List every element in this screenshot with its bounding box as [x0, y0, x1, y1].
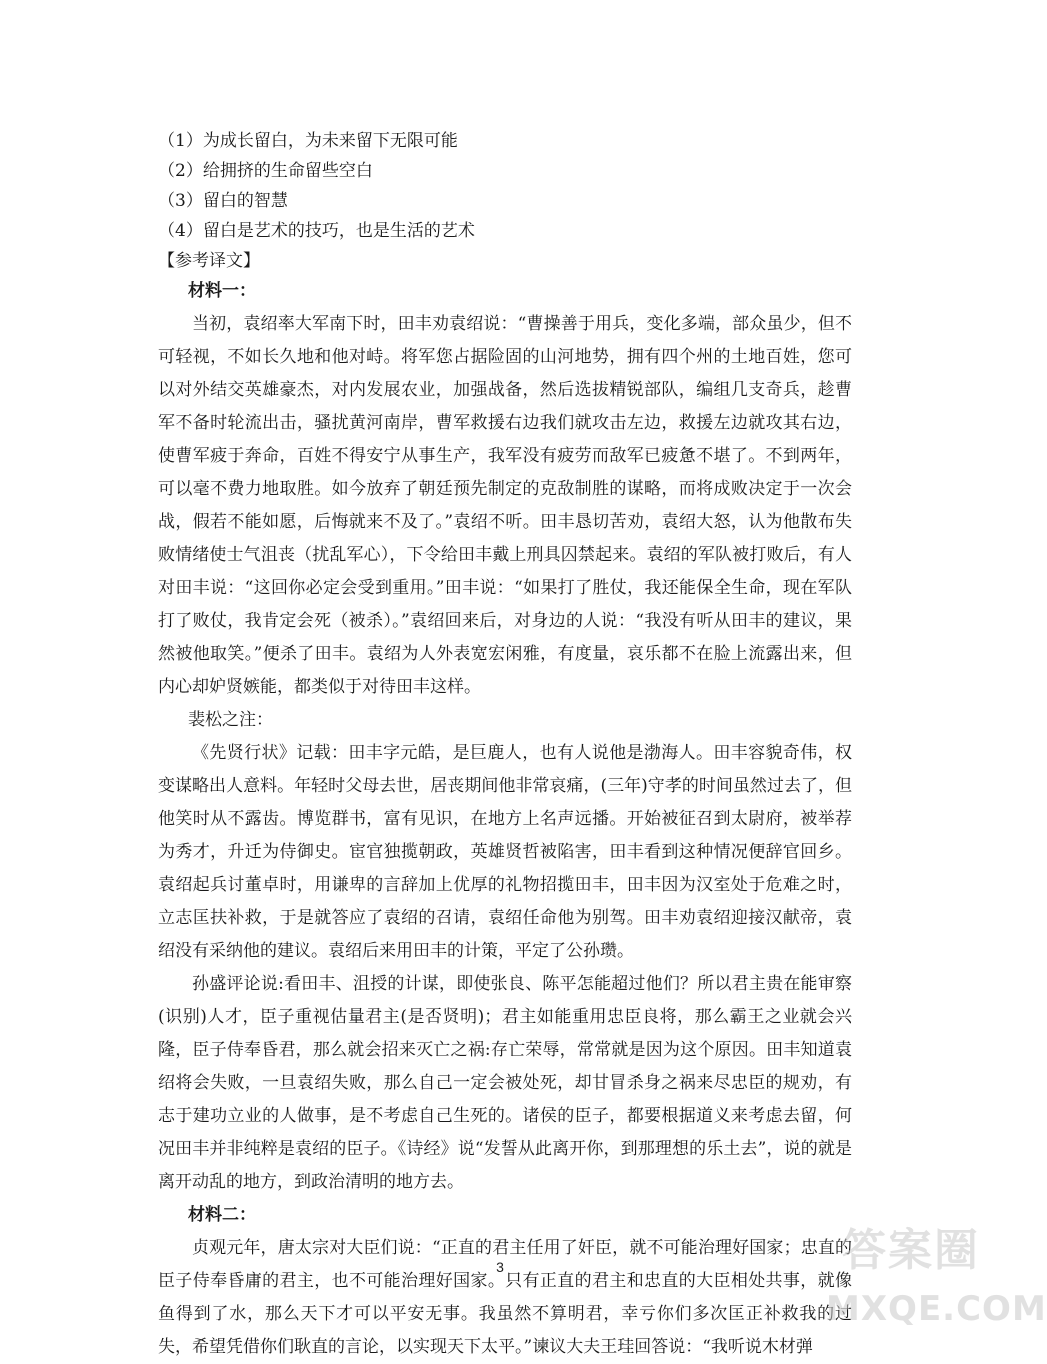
- watermark-logo-text: 答案圈: [842, 1225, 980, 1276]
- material-one-heading: 材料一：: [188, 281, 256, 301]
- material-two-heading: 材料二：: [188, 1205, 256, 1225]
- material-one-paragraph: 当初，袁绍率大军南下时，田丰劝袁绍说：“曹操善于用兵，变化多端，部众虽少，但不可轻视，不如长久地和他对峙。将军您占据险固的山河地势，拥有四个州的土地百姓，您可以对外结交英雄豪杰，对内发展农业，加强战备，然后选拔精锐部队，编组几支奇兵，趁曹军不备时轮流出击，骚扰黄河南岸，曹军救援右边我们就攻击左边，救援左边就攻其右边，使曹军疲于奔命，百姓不得安宁从事生产，我军没有疲劳而敌军已疲惫不堪了。不到两年，可以毫不费力地取胜。如今放弃了朝廷预先制定的克敌制胜的谋略，而将成败决定于一次会战，假若不能如愿，后悔就来不及了。”袁绍不听。田丰恳切苦劝，袁绍大怒，认为他散布失败情绪使士气沮丧（扰乱军心），下令给田丰戴上刑具囚禁起来。袁绍的军队被打败后，有人对田丰说：“这回你必定会受到重用。”田丰说：“如果打了胜仗，我还能保全生命，现在军队打了败仗，我肯定会死（被杀）。”袁绍回来后，对身边的人说：“我没有听从田丰的建议，果然被他取笑。”便杀了田丰。袁绍为人外表宽宏闲雅，有度量，哀乐都不在脸上流露出来，但内心却妒贤嫉能，都类似于对待田丰这样。: [158, 314, 852, 697]
- answer-list: [158, 126, 858, 246]
- material-two-paragraph: 贞观元年，唐太宗对大臣们说：“正直的君主任用了奸臣，就不可能治理好国家；忠直的臣子侍奉昏庸的君主，也不可能治理好国家。只有正直的君主和忠直的大臣相处共事，就像鱼得到了水，那么天下才可以平安无事。我虽然不算明君，幸亏你们多次匡正补救我的过失，希望凭借你们耿直的言论，以实现天下太平。”谏议大夫王珪回答说：“我听说木材弹: [158, 1238, 852, 1357]
- sun-sheng-comment-paragraph: 孙盛评论说:看田丰、沮授的计谋，即使张良、陈平怎能超过他们？所以君主贵在能审察(识别)人才，臣子重视估量君主(是否贤明)；君主如能重用忠臣良将，那么霸王之业就会兴隆，臣子侍奉昏君，那么就会招来灭亡之祸:存亡荣辱，常常就是因为这个原因。田丰知道袁绍将会失败，一旦袁绍失败，那么自己一定会被处死，却甘冒杀身之祸来尽忠臣的规劝，有志于建功立业的人做事，是不考虑自己生死的。诸侯的臣子，都要根据道义来考虑去留，何况田丰并非纯粹是袁绍的臣子。《诗经》说“发誓从此离开你，到那理想的乐土去”，说的就是离开动乱的地方，到政治清明的地方去。: [158, 974, 852, 1192]
- watermark-url: MXQE.COM: [826, 1289, 1047, 1329]
- watermark-logo: [826, 1216, 1047, 1342]
- list-item: （3）留白的智慧: [158, 191, 288, 211]
- reference-translation-title: 【参考译文】: [158, 251, 260, 271]
- pei-songzhi-note-paragraph: 《先贤行状》记载：田丰字元皓，是巨鹿人，也有人说他是渤海人。田丰容貌奇伟，权变谋略出人意料。年轻时父母去世，居丧期间他非常哀痛，(三年)守孝的时间虽然过去了，但他笑时从不露齿。博览群书，富有见识，在地方上名声远播。开始被征召到太尉府，被举荐为秀才，升迁为侍御史。宦官独揽朝政，英雄贤哲被陷害，田丰看到这种情况便辞官回乡。袁绍起兵讨董卓时，用谦卑的言辞加上优厚的礼物招揽田丰，田丰因为汉室处于危难之时，立志匡扶补救，于是就答应了袁绍的召请，袁绍任命他为别驾。田丰劝袁绍迎接汉献帝，袁绍没有采纳他的建议。袁绍后来用田丰的计策，平定了公孙瓒。: [158, 743, 852, 961]
- translation-body: [158, 275, 852, 1364]
- pei-songzhi-note-heading: 裴松之注：: [188, 710, 273, 730]
- list-item: （4）留白是艺术的技巧，也是生活的艺术: [158, 221, 475, 241]
- page-number: 3: [496, 1259, 504, 1275]
- list-item: （2）给拥挤的生命留些空白: [158, 161, 373, 181]
- list-item: （1）为成长留白，为未来留下无限可能: [158, 131, 458, 151]
